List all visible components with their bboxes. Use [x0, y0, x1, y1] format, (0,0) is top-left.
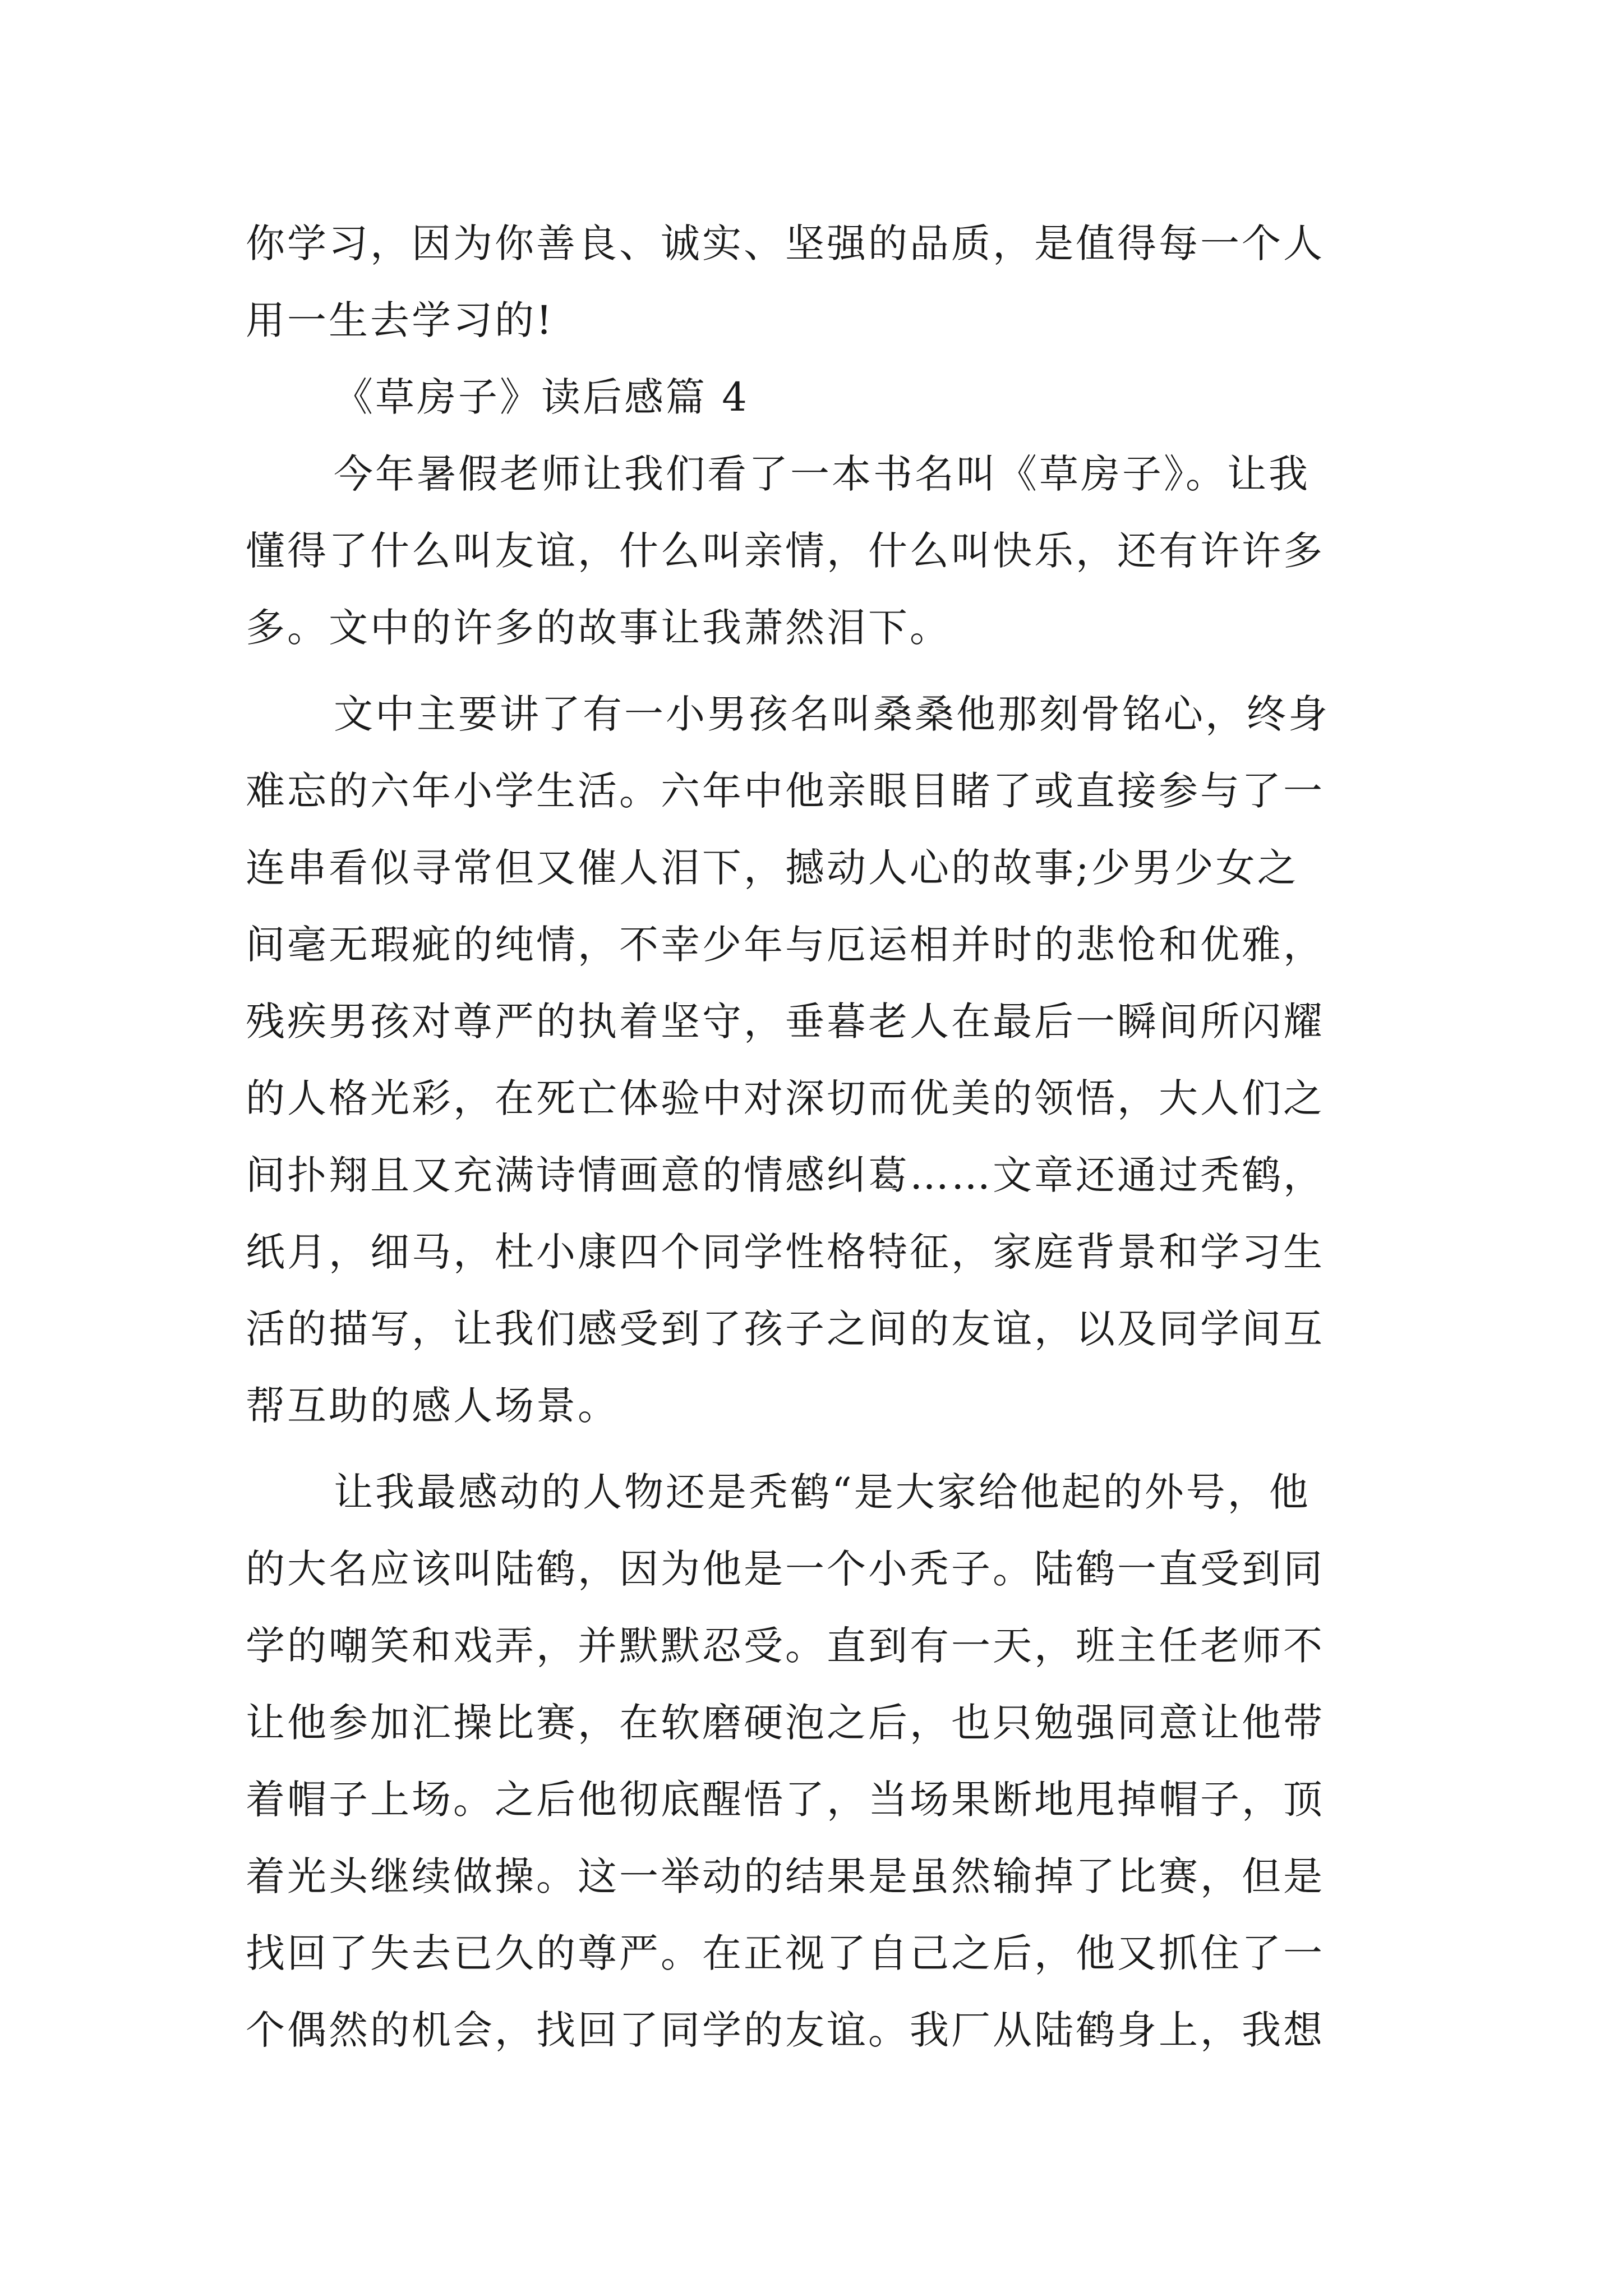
- text-line: 你学习，因为你善良、诚实、坚强的品质，是值得每一个人: [246, 220, 1325, 266]
- text-line: 间毫无瑕疵的纯情，不幸少年与厄运相并时的悲怆和优雅，: [246, 922, 1325, 968]
- text-line: 纸月，细马，杜小康四个同学性格特征，家庭背景和学习生: [246, 1229, 1325, 1275]
- text-line: 让我最感动的人物还是秃鹤“是大家给他起的外号，他: [334, 1469, 1311, 1515]
- text-line: 让他参加汇操比赛，在软磨硬泡之后，也只勉强同意让他带: [246, 1700, 1325, 1746]
- text-line: 活的描写，让我们感受到了孩子之间的友谊，以及同学间互: [246, 1306, 1325, 1352]
- text-line: 的大名应该叫陆鹤，因为他是一个小秃子。陆鹤一直受到同: [246, 1546, 1325, 1592]
- text-line: 残疾男孩对尊严的执着坚守，垂暮老人在最后一瞬间所闪耀: [246, 999, 1325, 1045]
- text-line: 帮互助的感人场景。: [246, 1383, 619, 1429]
- text-line: 用一生去学习的!: [246, 297, 555, 343]
- text-line: 懂得了什么叫友谊，什么叫亲情，什么叫快乐，还有许许多: [246, 528, 1325, 574]
- text-line: 连串看似寻常但又催人泪下，撼动人心的故事;少男少女之: [246, 845, 1299, 891]
- text-line: 个偶然的机会，找回了同学的友谊。我厂从陆鹤身上，我想: [246, 2007, 1325, 2053]
- section-heading: 《草房子》读后感篇 4: [334, 374, 749, 420]
- text-line: 文中主要讲了有一小男孩名叫桑桑他那刻骨铭心，终身: [334, 691, 1330, 737]
- text-line: 着光头继续做操。这一举动的结果是虽然输掉了比赛，但是: [246, 1853, 1325, 1899]
- text-line: 学的嘲笑和戏弄，并默默忍受。直到有一天，班主任老师不: [246, 1623, 1325, 1669]
- text-line: 难忘的六年小学生活。六年中他亲眼目睹了或直接参与了一: [246, 768, 1325, 814]
- text-line: 找回了失去已久的尊严。在正视了自己之后，他又抓住了一: [246, 1930, 1325, 1976]
- text-line: 多。文中的许多的故事让我萧然泪下。: [246, 605, 951, 651]
- text-line: 间扑翔且又充满诗情画意的情感纠葛……文章还通过秃鹤，: [246, 1152, 1325, 1198]
- text-line: 的人格光彩，在死亡体验中对深切而优美的领悟，大人们之: [246, 1075, 1325, 1121]
- text-line: 着帽子上场。之后他彻底醒悟了，当场果断地甩掉帽子，顶: [246, 1777, 1325, 1823]
- text-line: 今年暑假老师让我们看了一本书名叫《草房子》。让我: [334, 451, 1310, 497]
